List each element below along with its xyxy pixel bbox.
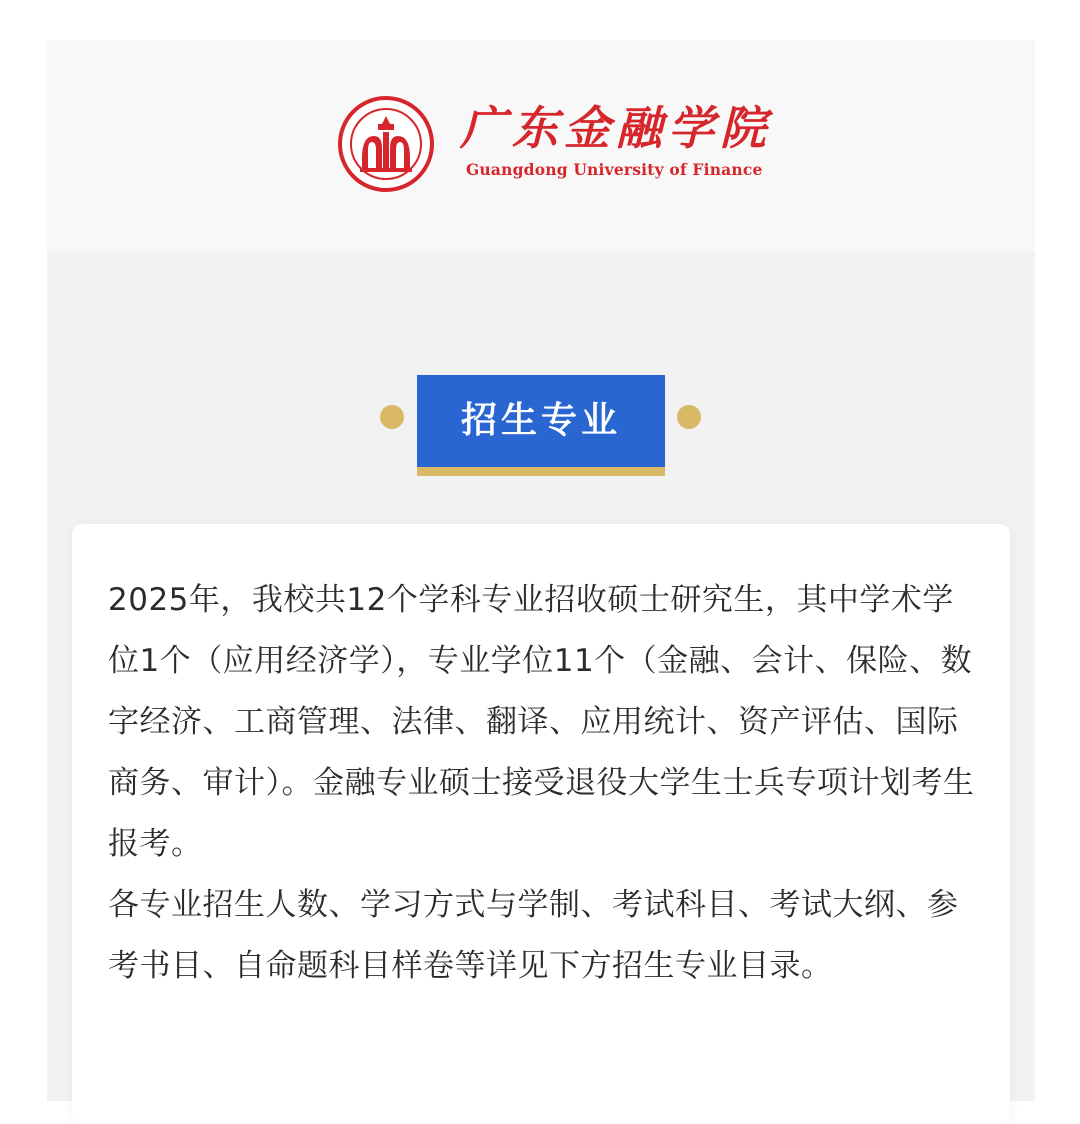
info-card-text [108, 570, 980, 997]
university-seal-icon [338, 96, 434, 192]
university-logo [338, 96, 772, 196]
section-title: 招生专业 [460, 400, 621, 441]
logo-english-name: Guangdong University of Finance [466, 160, 763, 179]
info-paragraph-enrollment: 2025年，我校共12个学科专业招收硕士研究生，其中学术学位1个（应用经济学），专业学位11个（金融、会计、保险、数字经济、工商管理、法律、翻译、应用统计、资产评估、国际商务、审计）。金融专业硕士接受退役大学生士兵专项计划考生报考。 [108, 582, 975, 862]
logo-chinese-name: 广东金融学院 [460, 101, 772, 155]
decorative-dot-icon [677, 405, 701, 429]
decorative-dot-icon [380, 405, 404, 429]
info-paragraph-details: 各专业招生人数、学习方式与学制、考试科目、考试大纲、参考书目、自命题科目样卷等详见下方招生专业目录。 [108, 887, 959, 984]
section-title-underline [417, 467, 665, 476]
